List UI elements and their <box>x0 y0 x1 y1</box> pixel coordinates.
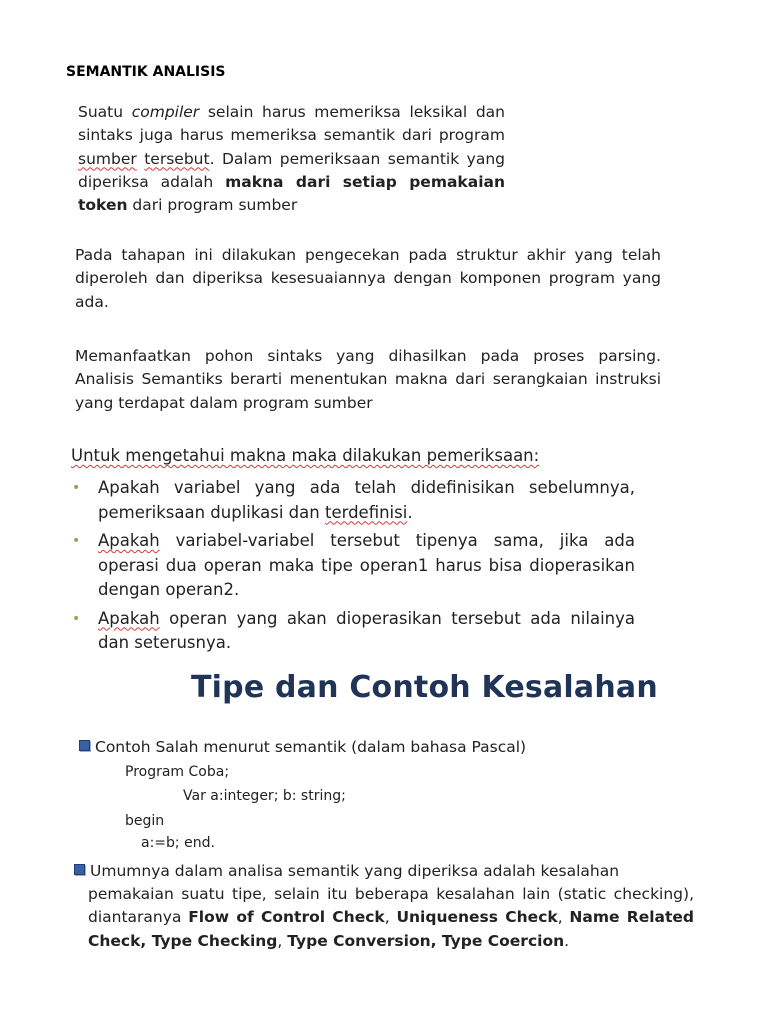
spellcheck-word: tersebut <box>144 149 210 168</box>
page-title: SEMANTIK ANALISIS <box>66 64 226 80</box>
paragraph-continuation <box>74 883 694 953</box>
text-segment: , <box>557 908 570 927</box>
example-intro <box>79 738 526 756</box>
code-line: a:=b; end. <box>141 835 215 851</box>
square-bullet-icon <box>74 864 85 875</box>
bullet-icon: • <box>72 480 81 496</box>
code-line: Var a:integer; b: string; <box>183 788 346 804</box>
spellcheck-word: Apakah <box>98 608 160 628</box>
paragraph-stage: Pada tahapan ini dilakukan pengecekan pada struktur akhir yang telah diperoleh dan diperiksa kesesuaiannya dengan komponen program yang ada. <box>75 246 661 311</box>
spellcheck-word: terdefinisi <box>324 502 408 522</box>
list-item <box>72 476 635 525</box>
bold-term: Name Related Check, Type Checking <box>88 908 694 950</box>
section-title: Tipe dan Contoh Kesalahan <box>191 670 658 705</box>
text-segment: dari program sumber <box>127 196 298 215</box>
paragraph-syntax-tree: Memanfaatkan pohon sintaks yang dihasilkan pada proses parsing. Analisis Semantiks berarti menentukan makna dari serangkaian instruksi yang terdapat dalam program sumber <box>75 347 661 412</box>
text-segment: . <box>407 502 413 522</box>
text-segment: . Dalam pemeriksaan semantik yang diperiksa adalah <box>78 149 505 191</box>
spellcheck-word: sumber <box>78 149 137 168</box>
text-segment: variabel-variabel tersebut tipenya sama, jika ada operasi dua operan maka tipe operan1 harus bisa dioperasikan dengan operan2. <box>98 531 635 599</box>
square-bullet-icon <box>79 740 90 751</box>
text-segment: operan yang akan dioperasikan tersebut ada nilainya dan seterusnya. <box>98 608 635 652</box>
list-item <box>72 607 635 656</box>
example-intro-text: Contoh Salah menurut semantik (dalam bahasa Pascal) <box>95 738 527 756</box>
text-segment: , <box>384 908 397 927</box>
italic-compiler: compiler <box>131 103 200 121</box>
spellcheck-word: Apakah <box>98 531 160 550</box>
list-item <box>72 529 635 603</box>
bold-term: Uniqueness Check <box>396 908 558 927</box>
bullet-icon: • <box>72 610 81 627</box>
bold-phrase: makna dari setiap pemakaian token <box>78 172 505 215</box>
text-segment: Suatu <box>78 103 132 121</box>
check-list <box>72 476 635 660</box>
text-segment: selain harus memeriksa leksikal dan sintaks juga harus memeriksa semantik dari program <box>78 103 505 145</box>
text-segment: Umumnya dalam analisa semantik yang diperiksa adalah kesalahan <box>90 862 620 880</box>
bullet-icon: • <box>72 533 81 549</box>
bold-term: Type Conversion, Type Coercion <box>287 931 565 950</box>
text-segment: . <box>564 931 570 950</box>
check-heading: Untuk mengetahui makna maka dilakukan pemeriksaan: <box>71 446 540 465</box>
paragraph-static-checking <box>74 860 694 953</box>
code-line: Program Coba; <box>125 764 230 780</box>
bold-term: Flow of Control Check <box>188 908 385 927</box>
text-segment: , <box>277 931 288 950</box>
code-line: begin <box>125 813 165 829</box>
paragraph-intro <box>78 101 505 217</box>
text-segment: pemakaian suatu tipe, selain itu beberapa kesalahan lain (static checking), diantaranya <box>88 885 694 927</box>
text-segment: Apakah variabel yang ada telah didefinisikan sebelumnya, pemeriksaan duplikasi dan <box>98 478 635 522</box>
